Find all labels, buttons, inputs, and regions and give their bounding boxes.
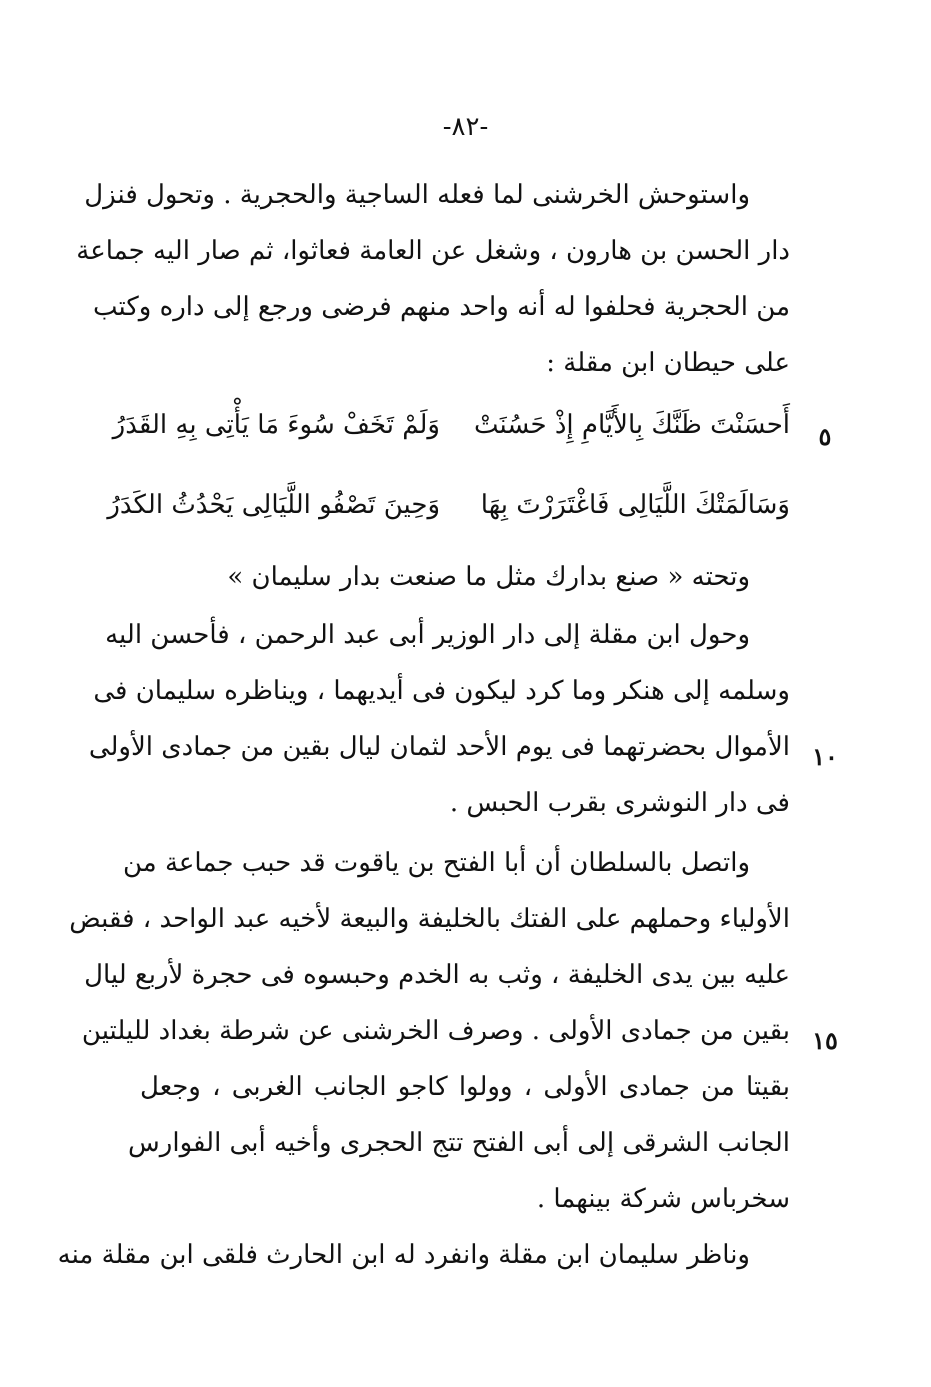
text-line: بقين من جمادى الأولى . وصرف الخرشنى عن شرطة بغداد لليلتين xyxy=(81,1016,790,1046)
text-line: على حيطان ابن مقلة : xyxy=(546,348,790,378)
text-line: عليه بين يدى الخليفة ، وثب به الخدم وحبسوه فى حجرة لأربع ليال xyxy=(84,960,790,990)
text-line: دار الحسن بن هارون ، وشغل عن العامة فعاثوا، ثم صار اليه جماعة xyxy=(76,236,790,266)
text-line: وسلمه إلى هنكر وما كرد ليكون فى أيديهما ، ويناظره سليمان فى xyxy=(93,676,790,706)
text-line: واتصل بالسلطان أن أبا الفتح بن ياقوت قد حبب جماعة من xyxy=(123,848,750,878)
line-number-marker: ١٠ xyxy=(812,742,838,771)
poem-verse xyxy=(112,410,790,470)
text-line: الجانب الشرقى إلى أبى الفتح تتج الحجرى وأخيه أبى الفوارس xyxy=(128,1128,790,1158)
line-number-marker: ١٥ xyxy=(812,1026,838,1055)
verse-first-hemistich: أَحسَنْتَ ظَنَّكَ بِالأَيَّامِ إِذْ حَسُنَتْ xyxy=(473,410,790,440)
text-line: الأموال بحضرتهما فى يوم الأحد لثمان ليال بقين من جمادى الأولى xyxy=(88,732,790,762)
text-line: بقيتا من جمادى الأولى ، وولوا كاجو الجانب الغربى ، وجعل xyxy=(140,1072,790,1102)
verse-first-hemistich: وَسَالَمَتْكَ اللَّيَالِى فَاغْتَرَرْتَ بِهَا xyxy=(480,490,790,520)
verse-second-hemistich: وَحِينَ تَصْفُو اللَّيَالِى يَحْدُثُ الكَدَرُ xyxy=(107,490,440,520)
text-line: سخرباس شركة بينهما . xyxy=(536,1184,790,1214)
text-line: واستوحش الخرشنى لما فعله الساجية والحجرية . وتحول فنزل xyxy=(84,180,750,210)
text-line: فى دار النوشرى بقرب الحبس . xyxy=(449,788,790,818)
text-line: الأولياء وحملهم على الفتك بالخليفة والبيعة لأخيه عبد الواحد ، فقبض xyxy=(69,904,790,934)
text-line: وتحته « صنع بدارك مثل ما صنعت بدار سليمان » xyxy=(227,562,750,592)
poem-verse xyxy=(107,490,790,550)
page-number: -٨٢- xyxy=(442,112,489,142)
text-line: من الحجرية فحلفوا له أنه واحد منهم فرضى ورجع إلى داره وكتب xyxy=(93,292,790,322)
line-number-marker: ٥ xyxy=(818,422,832,451)
text-line: وحول ابن مقلة إلى دار الوزير أبى عبد الرحمن ، فأحسن اليه xyxy=(105,620,750,650)
verse-second-hemistich: وَلَمْ تَخَفْ سُوءَ مَا يَأْتِى بِهِ القَدَرُ xyxy=(112,410,440,440)
text-line: وناظر سليمان ابن مقلة وانفرد له ابن الحارث فلقى ابن مقلة منه xyxy=(57,1240,750,1270)
